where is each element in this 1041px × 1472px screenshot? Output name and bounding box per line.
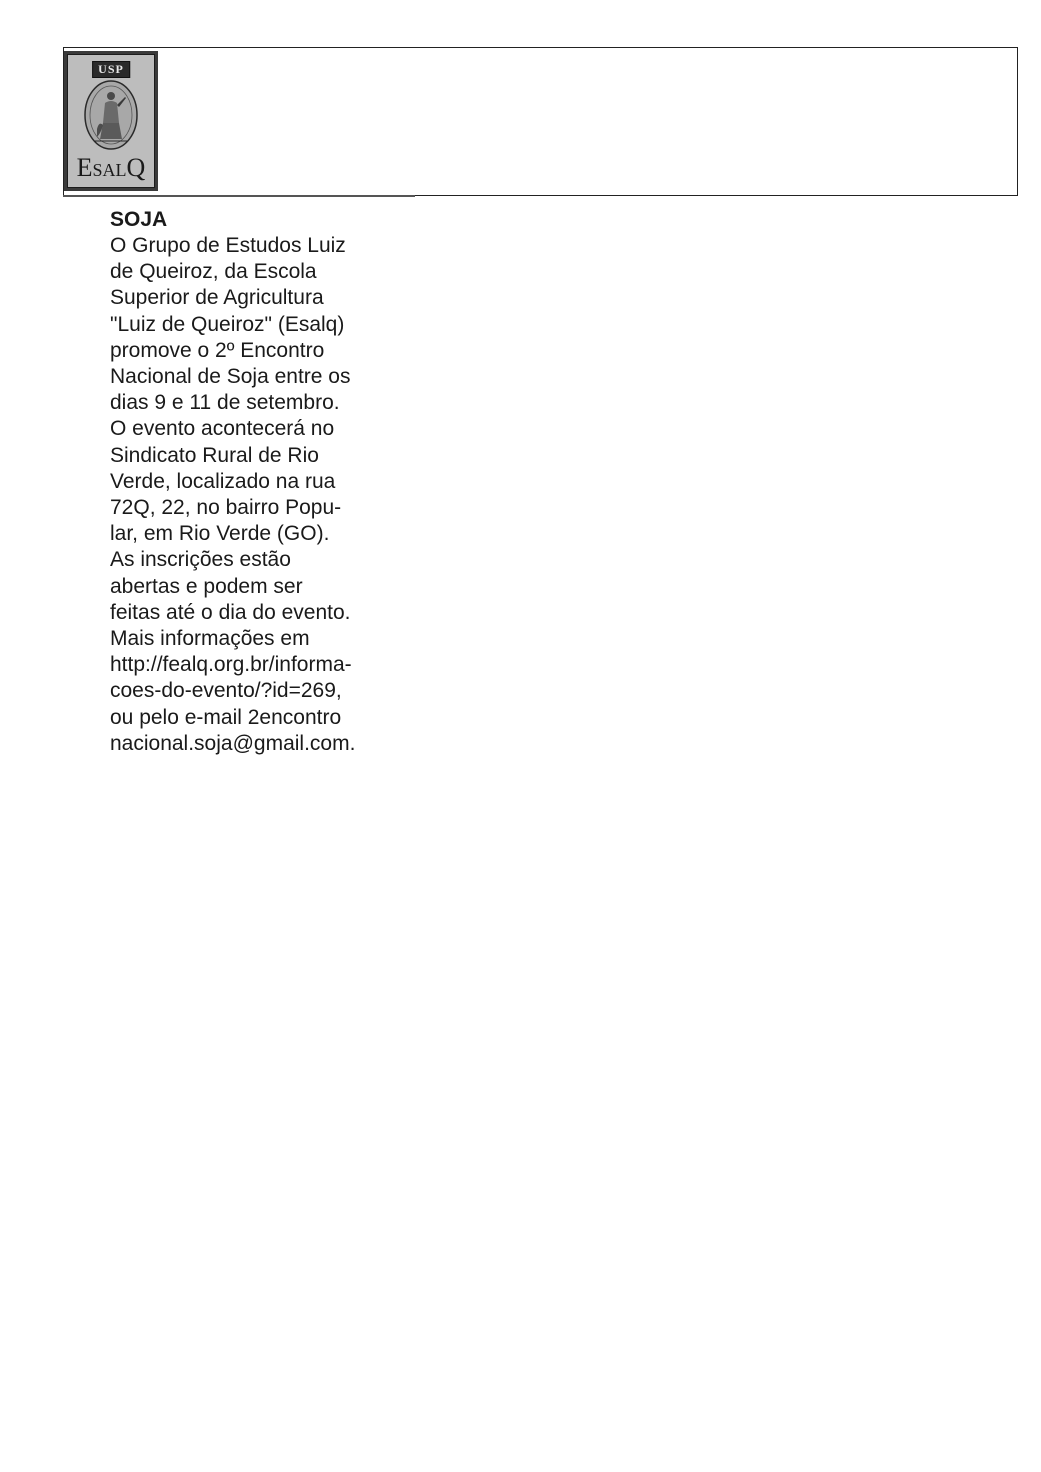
logo-esalq-text: EsalQ (76, 153, 146, 182)
esalq-logo (64, 51, 158, 191)
seal-figure-icon (81, 79, 141, 151)
logo-usp-text: USP (92, 61, 130, 78)
news-article (110, 207, 410, 757)
logo-panel (67, 54, 155, 188)
article-body: O Grupo de Estudos Luiz de Queiroz, da Escola Superior de Agricultura "Luiz de Queiroz" (Esalq) promove o 2º Encontro Nacional de Soja entre os dias 9 e 11 de setembro. O evento acontecerá no Sindicato Rural de Rio Verde, localizado na rua 72Q, 22, no bairro Popu- lar, em Rio Verde (GO). As inscrições estão abertas e podem ser feitas até o dia do evento. Mais informações em http://fealq.org.br/informa- coes-do-evento/?id=269, ou pelo e-mail 2encontro nacional.soja@gmail.com. (110, 234, 356, 755)
clipping-divider (63, 195, 415, 197)
article-title: SOJA (110, 208, 168, 231)
header-frame (63, 47, 1018, 196)
